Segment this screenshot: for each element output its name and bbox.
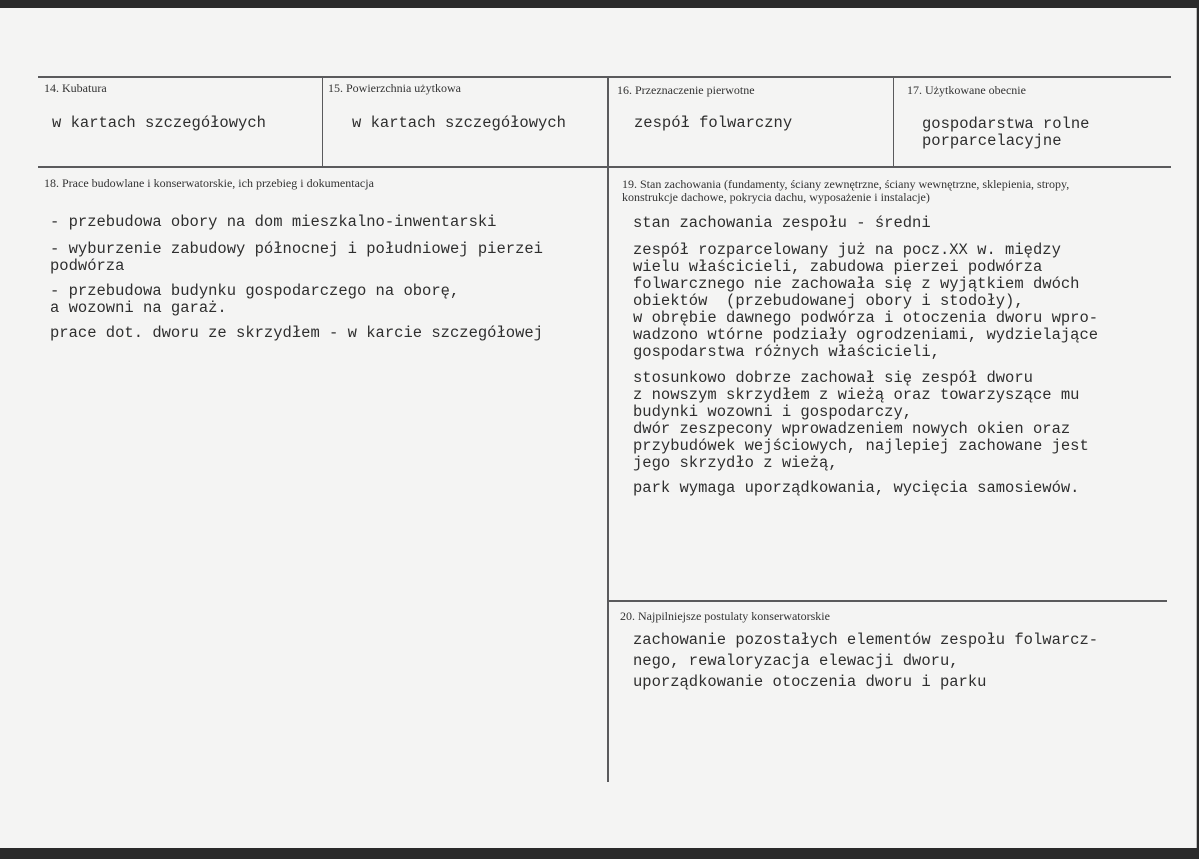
col-divider-16-17	[893, 76, 894, 168]
field-15-label: 15. Powierzchnia użytkowa	[328, 81, 461, 95]
scan-border-bottom	[0, 848, 1199, 859]
field-18-item: prace dot. dworu ze skrzydłem - w karcie szczegółowej	[50, 324, 543, 342]
field-16-value: zespół folwarczny	[634, 114, 793, 132]
record-card-sheet	[0, 8, 1197, 848]
field-20-label: 20. Najpilniejsze postulaty konserwatorskie	[620, 609, 830, 623]
field-18-item: - przebudowa obory na dom mieszkalno-inwentarski	[50, 213, 497, 231]
field-14-label: 14. Kubatura	[44, 81, 107, 95]
field-17-label: 17. Użytkowane obecnie	[907, 83, 1026, 97]
col-divider-main	[607, 76, 609, 782]
field-16-label: 16. Przeznaczenie pierwotne	[617, 83, 755, 97]
field-19-paragraph: stan zachowania zespołu - średni	[633, 214, 931, 232]
row-divider-20	[607, 600, 1167, 602]
field-18-item: - wyburzenie zabudowy północnej i południowej pierzei podwórza	[50, 240, 543, 275]
field-18-item: - przebudowa budynku gospodarczego na oborę, a wozowni na garaż.	[50, 282, 460, 317]
row-divider	[38, 166, 1171, 168]
field-19-paragraph: park wymaga uporządkowania, wycięcia samosiewów.	[633, 479, 1080, 497]
field-19-paragraph: zespół rozparcelowany już na pocz.XX w. między wielu właścicieli, zabudowa pierzei podwórza folwarcznego nie zachowała się z wyjątkiem dwóch obiektów (przebudowanej obory i stodoły), w obrębie dawnego podwórza i otoczenia dworu wpro- wadzono wtórne podziały ogrodzeniami, wydzielające gospodarstwa różnych właścicieli,	[633, 241, 1099, 361]
col-divider-14-15	[322, 76, 323, 168]
field-17-value: gospodarstwa rolne porparcelacyjne	[922, 115, 1090, 150]
top-rule	[38, 76, 1171, 78]
field-19-label: 19. Stan zachowania (fundamenty, ściany zewnętrzne, ściany wewnętrzne, sklepienia, stropy, konstrukcje dachowe, pokrycia dachu, wyposażenie i instalacje)	[622, 177, 1070, 204]
field-19-paragraph: stosunkowo dobrze zachował się zespół dworu z nowszym skrzydłem z wieżą oraz towarzyszące mu budynki wozowni i gospodarczy, dwór zeszpecony wprowadzeniem nowych okien oraz przybudówek wejściowych, najlepiej zachowane jest jego skrzydło z wieżą,	[633, 369, 1089, 472]
field-15-value: w kartach szczegółowych	[352, 114, 566, 132]
field-20-value: zachowanie pozostałych elementów zespołu folwarcz- nego, rewaloryzacja elewacji dworu, uporządkowanie otoczenia dworu i parku	[633, 631, 1099, 691]
field-18-label: 18. Prace budowlane i konserwatorskie, ich przebieg i dokumentacja	[44, 176, 374, 190]
field-14-value: w kartach szczegółowych	[52, 114, 266, 132]
